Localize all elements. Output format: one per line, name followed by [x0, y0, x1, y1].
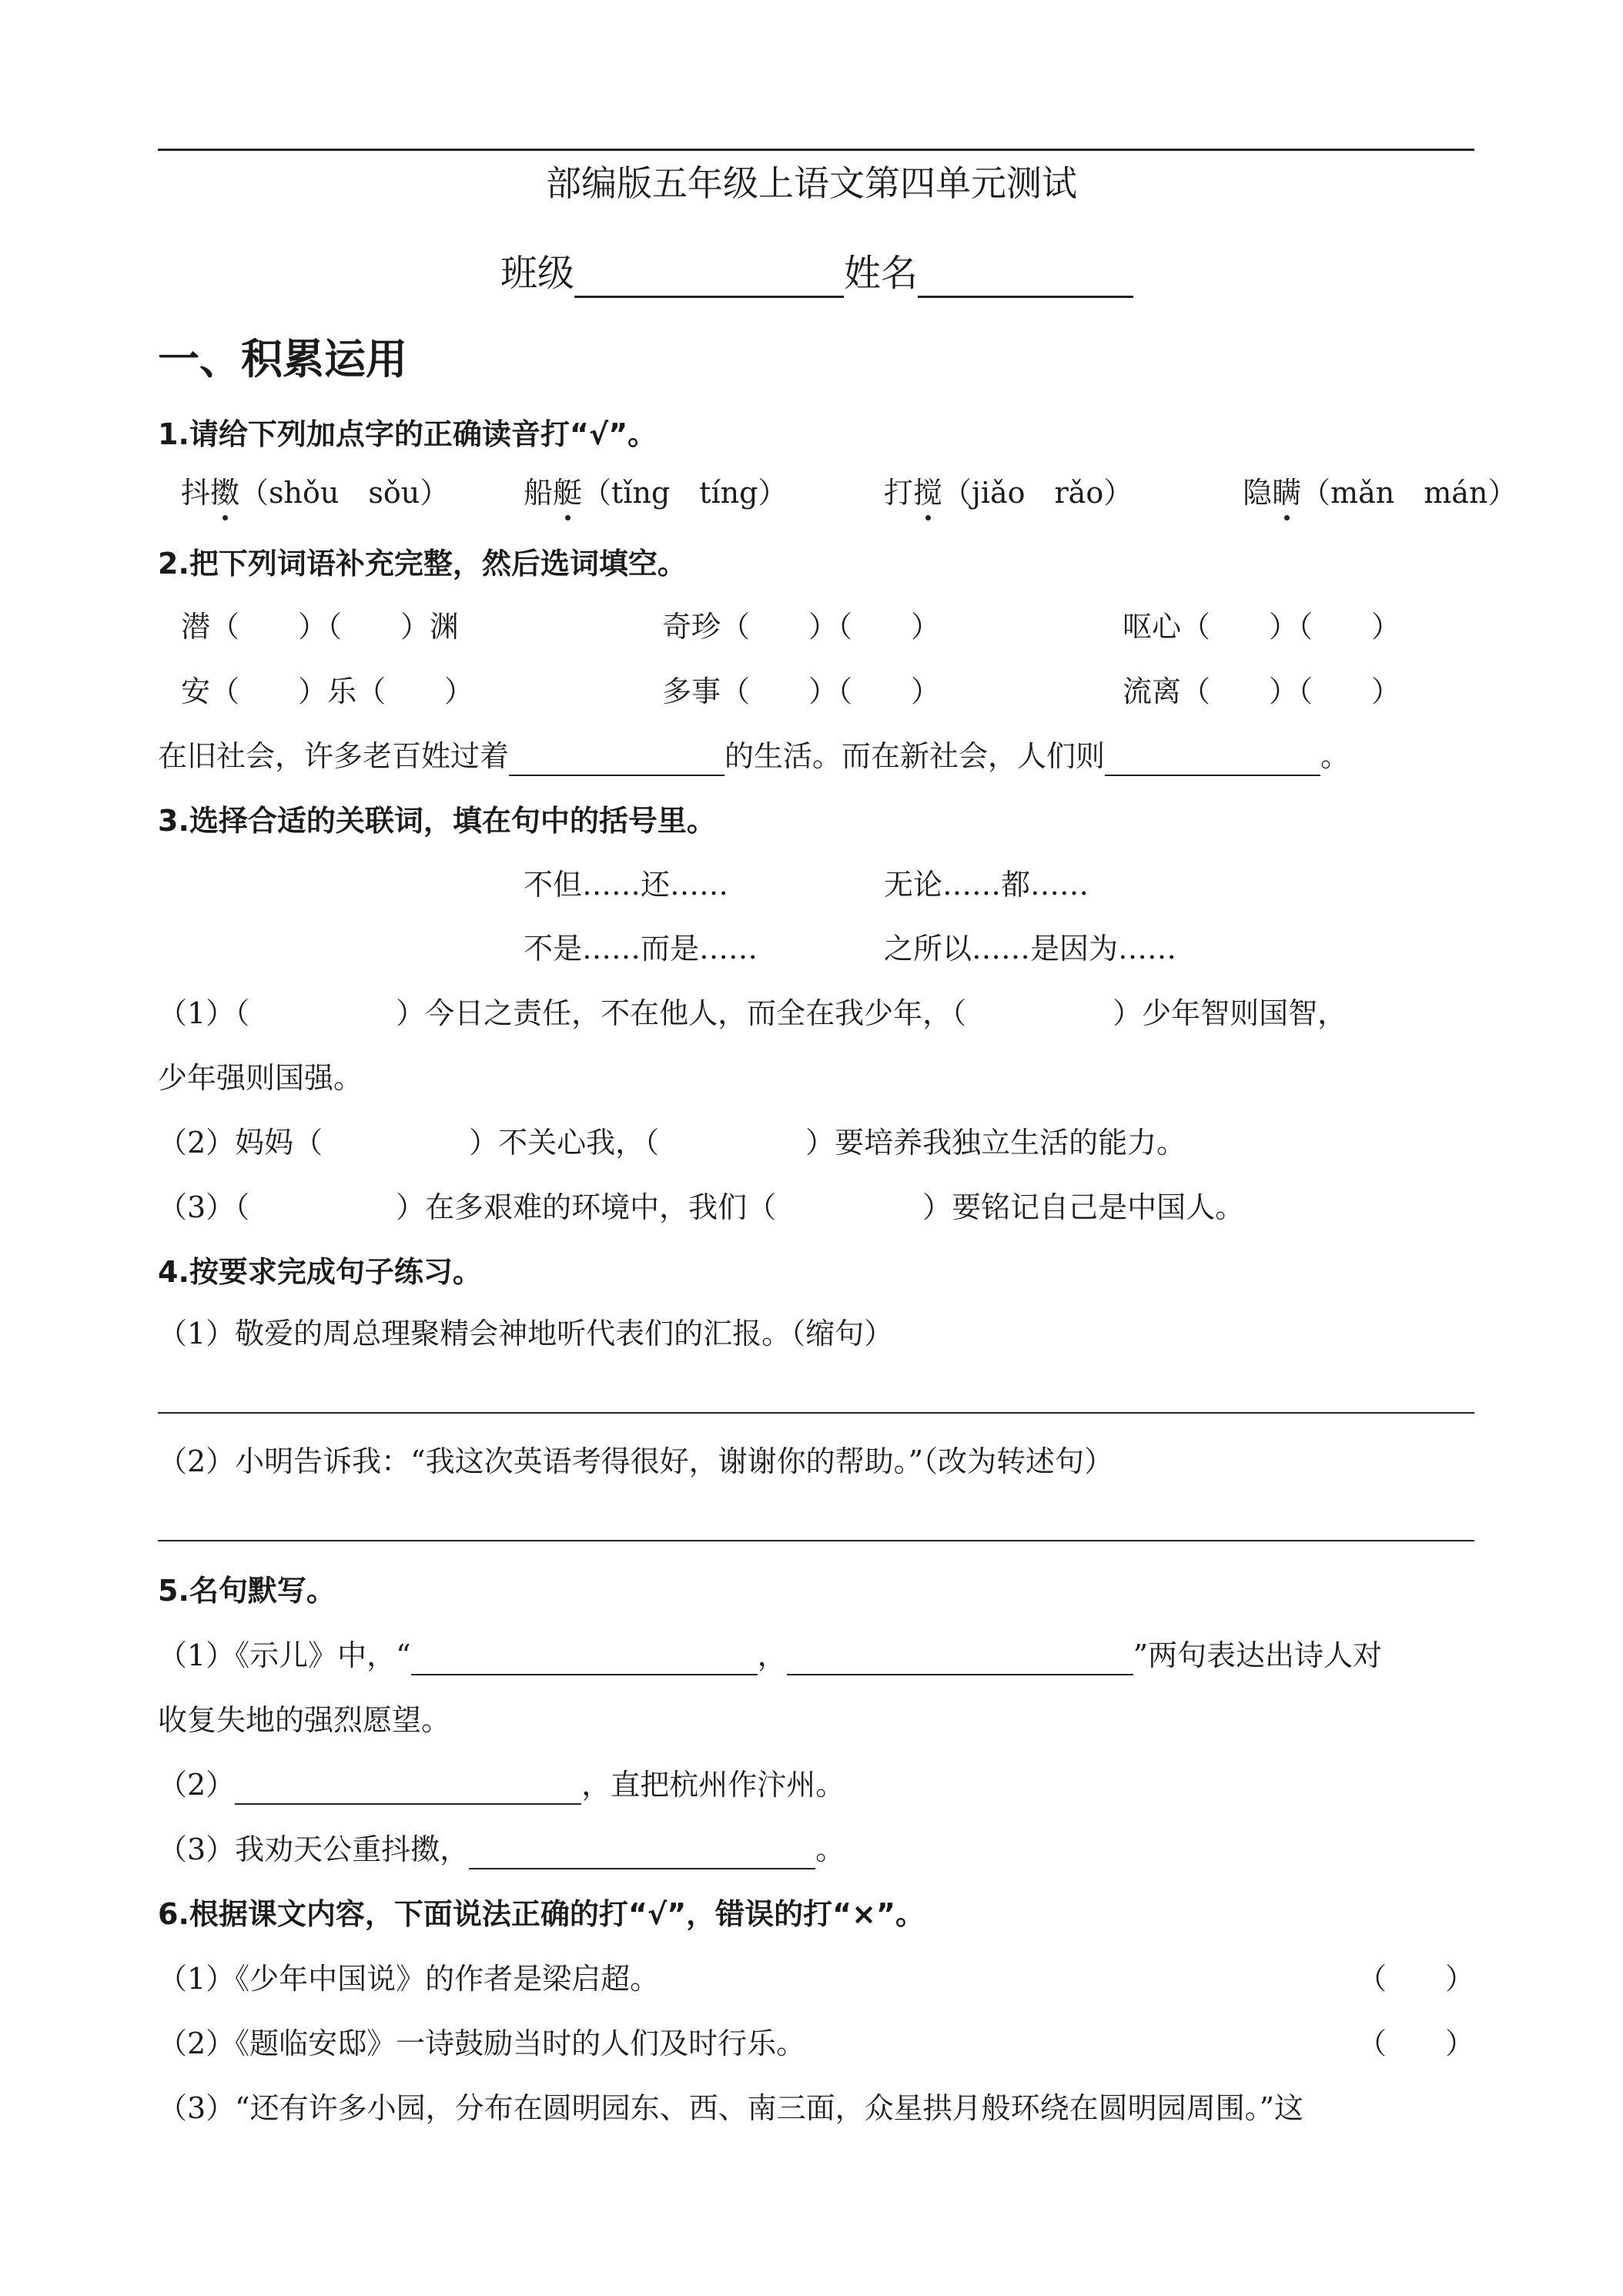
q6-statement-2: （2）《题临安邸》一诗鼓励当时的人们及时行乐。 [158, 2027, 806, 2060]
top-rule [158, 149, 1474, 151]
q3-sentence-1-cont: 少年强则国强。 [158, 1061, 363, 1095]
q2-word-1: 潜（ ）（ ）渊 [181, 610, 460, 644]
q2-prompt: 2.把下列词语补充完整，然后选词填空。 [158, 547, 687, 581]
q2-word-5: 多事（ ）（ ） [662, 674, 941, 708]
q2-blank-1[interactable] [509, 744, 724, 776]
q5-sentence-1-cont: 收复失地的强烈愿望。 [158, 1703, 451, 1737]
q3-word-1: 不但……还…… [524, 868, 729, 902]
q2-word-3: 呕心（ ）（ ） [1123, 610, 1401, 644]
q5-blank-1[interactable] [411, 1643, 758, 1675]
q3-prompt: 3.选择合适的关联词，填在句中的括号里。 [158, 804, 716, 838]
q3-sentence-3: （3）（ ）在多艰难的环境中，我们（ ）要铭记自己是中国人。 [158, 1190, 1245, 1224]
name-label: 姓名 [844, 252, 919, 295]
dotted-char: 搅 [913, 473, 942, 513]
dotted-char: 艇 [553, 473, 582, 513]
q4-answer-line-2[interactable] [158, 1540, 1474, 1541]
q3-sentence-2: （2）妈妈（ ）不关心我，（ ）要培养我独立生活的能力。 [158, 1126, 1186, 1160]
q6-statement-1: （1）《少年中国说》的作者是梁启超。 [158, 1962, 660, 1996]
q6-bracket-2[interactable]: （ ） [1357, 2027, 1474, 2060]
q3-sentence-1: （1）（ ）今日之责任，不在他人，而全在我少年，（ ）少年智则国智， [158, 996, 1347, 1030]
class-name-row [500, 249, 1133, 298]
q4-answer-line-1[interactable] [158, 1412, 1474, 1414]
q1-item-3: 打搅（jiǎo rǎo） [884, 473, 1133, 513]
q4-sentence-1: （1）敬爱的周总理聚精会神地听代表们的汇报。（缩句） [158, 1317, 894, 1350]
name-blank[interactable] [918, 259, 1133, 298]
dotted-char: 擞 [210, 473, 239, 513]
q5-sentence-2: （2） ，直把杭州作汴州。 [158, 1765, 1474, 1805]
q2-sentence: 在旧社会，许多老百姓过着 的生活。而在新社会，人们则 。 [158, 736, 1474, 776]
q2-word-6: 流离（ ）（ ） [1123, 674, 1401, 708]
dotted-char: 瞒 [1272, 473, 1301, 513]
page-title: 部编版五年级上语文第四单元测试 [546, 162, 1077, 204]
q2-word-4: 安（ ）乐（ ） [181, 674, 474, 708]
q1-item-4: 隐瞒（mǎn mán） [1243, 473, 1517, 513]
q4-prompt: 4.按要求完成句子练习。 [158, 1255, 482, 1289]
q5-blank-2[interactable] [787, 1643, 1133, 1675]
q1-item-2: 船艇（tǐng tíng） [524, 473, 787, 513]
class-blank[interactable] [574, 259, 844, 298]
class-label: 班级 [500, 252, 575, 295]
q6-bracket-1[interactable]: （ ） [1357, 1962, 1474, 1996]
q5-prompt: 5.名句默写。 [158, 1574, 336, 1608]
q5-blank-4[interactable] [469, 1837, 815, 1869]
q1-prompt: 1.请给下列加点字的正确读音打“√”。 [158, 417, 658, 451]
q2-word-2: 奇珍（ ）（ ） [662, 610, 941, 644]
q6-prompt: 6.根据课文内容，下面说法正确的打“√”，错误的打“×”。 [158, 1897, 925, 1931]
q5-blank-3[interactable] [235, 1772, 581, 1805]
q3-word-3: 不是……而是…… [524, 932, 758, 966]
q6-statement-3: （3）“还有许多小园，分布在圆明园东、西、南三面，众星拱月般环绕在圆明园周围。”这 [158, 2091, 1304, 2125]
q1-item-1: 抖擞（shǒu sǒu） [181, 473, 449, 513]
section-title: 一、积累运用 [158, 335, 407, 383]
q2-blank-2[interactable] [1105, 744, 1320, 776]
q5-sentence-1: （1）《示儿》中，“ ， ”两句表达出诗人对 [158, 1635, 1474, 1675]
q4-sentence-2: （2）小明告诉我：“我这次英语考得很好，谢谢你的帮助。”（改为转述句） [158, 1444, 1114, 1478]
q3-word-2: 无论……都…… [884, 868, 1089, 902]
q5-sentence-3: （3）我劝天公重抖擞， 。 [158, 1829, 1474, 1869]
q3-word-4: 之所以……是因为…… [884, 932, 1177, 966]
